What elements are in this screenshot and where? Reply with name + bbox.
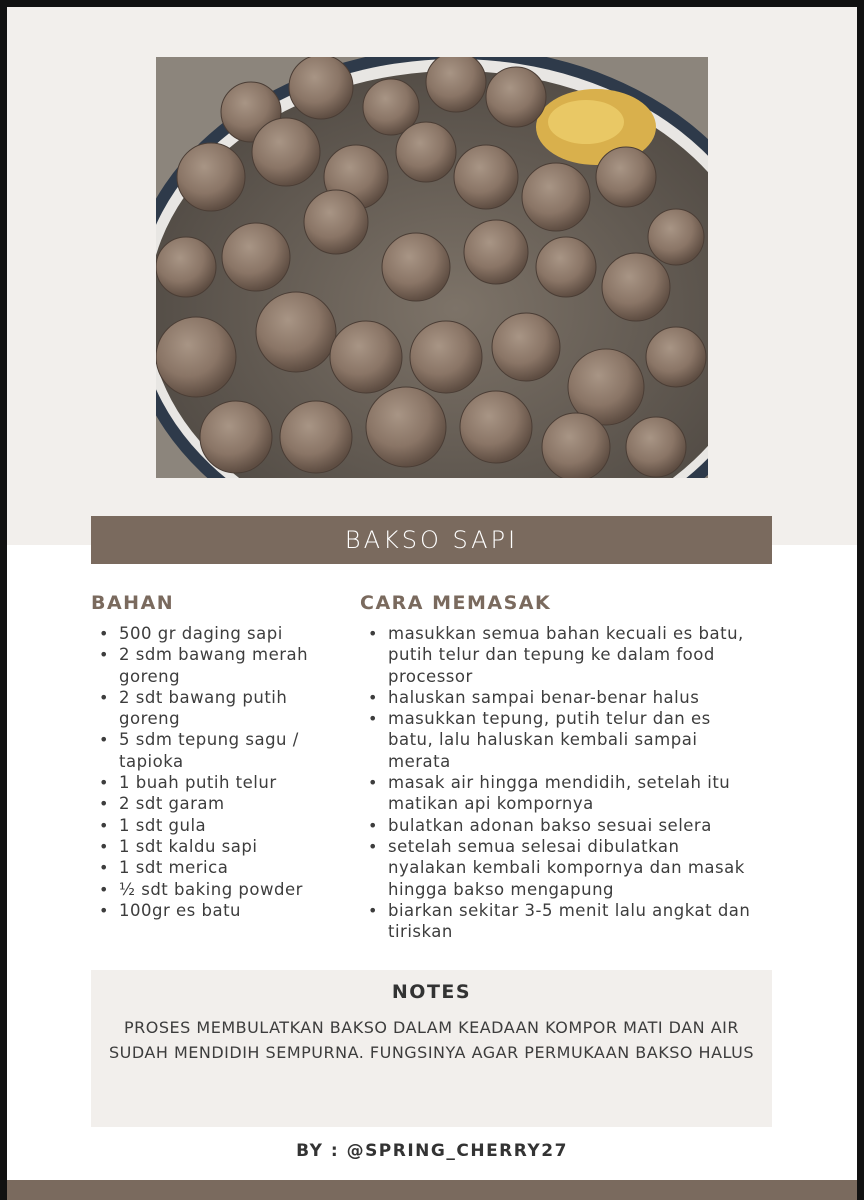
ingredient-item: • 100gr es batu (91, 900, 341, 921)
notes-heading: NOTES (391, 981, 472, 1003)
notes-body: PROSES MEMBULATKAN BAKSO DALAM KEADAAN KOMPOR MATI DAN AIR SUDAH MENDIDIH SEMPURNA. FUNGSINYA AGAR PERMUKAAN BAKSO HALUS (109, 1018, 754, 1062)
meatball-shape (366, 387, 446, 467)
ingredient-item: • ½ sdt baking powder (91, 879, 341, 900)
meatball-shape (602, 253, 670, 321)
recipe-title: BAKSO SAPI (344, 526, 519, 554)
ingredient-item: • 500 gr daging sapi (91, 623, 341, 644)
ingredient-item: • 2 sdt garam (91, 793, 341, 814)
meatball-shape (626, 417, 686, 477)
meatball-shape (492, 313, 560, 381)
meatball-shape (177, 143, 245, 211)
recipe-card (7, 7, 857, 1200)
meatball-shape (156, 237, 216, 297)
meatball-shape (426, 57, 486, 112)
ingredient-item: • 1 sdt gula (91, 815, 341, 836)
step-item: • masukkan semua bahan kecuali es batu, putih telur dan tepung ke dalam food processor (360, 623, 760, 687)
meatball-shape (252, 118, 320, 186)
title-bar (91, 516, 772, 564)
meatball-shape (542, 413, 610, 478)
cara-memasak-heading: CARA MEMASAK (360, 592, 552, 614)
meatball-shape (304, 190, 368, 254)
ingredient-item: • 2 sdm bawang merah goreng (91, 644, 341, 687)
meatball-shape (280, 401, 352, 473)
meatball-shape (156, 317, 236, 397)
meatball-shape (289, 57, 353, 119)
meatball-shape (330, 321, 402, 393)
ingredient-item: • 2 sdt bawang putih goreng (91, 687, 341, 730)
ingredient-item: • 1 buah putih telur (91, 772, 341, 793)
meatball-shape (522, 163, 590, 231)
meatball-shape (256, 292, 336, 372)
meatball-shape (382, 233, 450, 301)
step-item: • masak air hingga mendidih, setelah itu matikan api kompornya (360, 772, 760, 815)
step-item: • haluskan sampai benar-benar halus (360, 687, 760, 708)
meatballs-photo (156, 57, 708, 478)
meatball-shape (396, 122, 456, 182)
ingredient-item: • 1 sdt merica (91, 857, 341, 878)
notes-panel (91, 970, 772, 1127)
footer-bar (7, 1180, 857, 1200)
step-item: • biarkan sekitar 3-5 menit lalu angkat dan tiriskan (360, 900, 760, 943)
steps-list (360, 623, 760, 942)
ingredient-list (91, 623, 341, 921)
meatball-shape (648, 209, 704, 265)
author-byline[interactable]: BY : @SPRING_CHERRY27 (296, 1141, 568, 1161)
meatball-shape (200, 401, 272, 473)
meatballs-in-pot-photo-icon (156, 57, 708, 478)
meatball-shape (464, 220, 528, 284)
meatball-shape (222, 223, 290, 291)
meatball-shape (454, 145, 518, 209)
meatball-shape (536, 237, 596, 297)
step-item: • masukkan tepung, putih telur dan es batu, lalu haluskan kembali sampai merata (360, 708, 760, 772)
bahan-heading: BAHAN (91, 592, 175, 614)
meatball-shape (410, 321, 482, 393)
step-item: • bulatkan adonan bakso sesuai selera (360, 815, 760, 836)
meatball-shape (486, 67, 546, 127)
ingredient-item: • 1 sdt kaldu sapi (91, 836, 341, 857)
meatball-shape (596, 147, 656, 207)
step-item: • setelah semua selesai dibulatkan nyalakan kembali kompornya dan masak hingga bakso mengapung (360, 836, 760, 900)
meatball-shape (460, 391, 532, 463)
meatball-shape (646, 327, 706, 387)
ingredient-item: • 5 sdm tepung sagu / tapioka (91, 729, 341, 772)
